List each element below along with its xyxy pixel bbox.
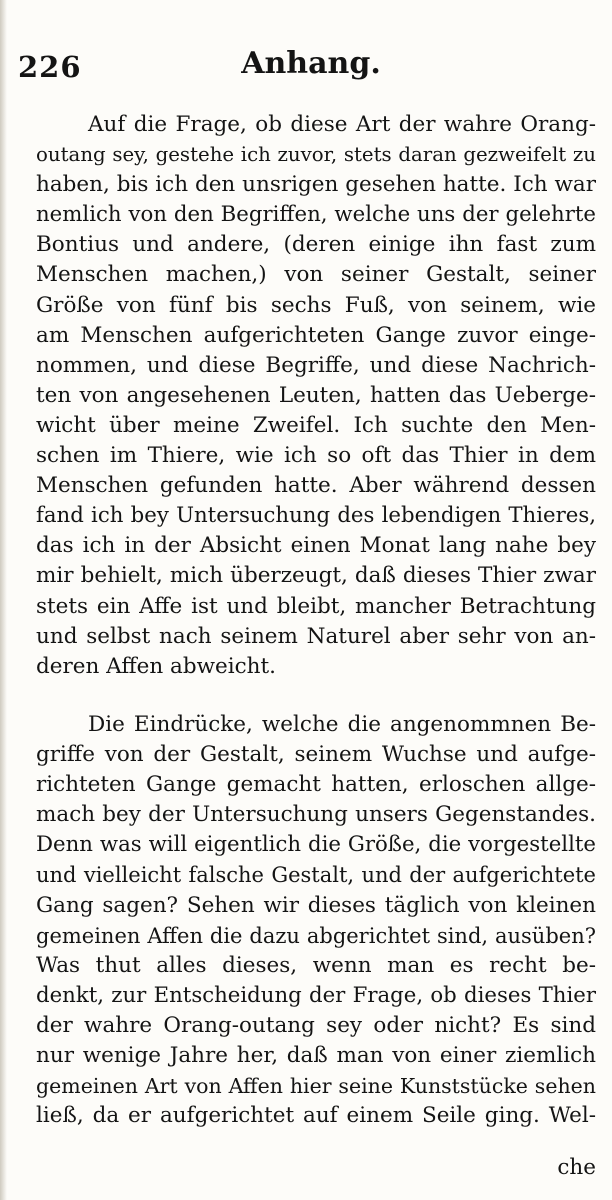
- paragraph-1: [36, 110, 596, 682]
- page-header: [0, 40, 612, 90]
- page-number: 226: [18, 50, 82, 84]
- text-line: nur wenige Jahre her, daß man von einer ziemlich: [36, 1043, 596, 1069]
- text-line: Die Eindrücke, welche die angenommnen Be-: [88, 712, 596, 737]
- text-line: deren Affen abweicht.: [36, 653, 276, 679]
- text-line: fand ich bey Untersuchung des lebendigen Thieres,: [36, 503, 596, 529]
- text-line: Was thut alles dieses, wenn man es recht be-: [36, 952, 596, 978]
- text-line: ten von angesehenen Leuten, hatten das Ueberge-: [36, 382, 596, 408]
- text-line: mach bey der Untersuchung unsers Gegenstandes.: [36, 802, 596, 828]
- text-line: das ich in der Absicht einen Monat lang nahe bey: [36, 533, 596, 559]
- text-line: gemeinen Affen die dazu abgerichtet sind, ausüben?: [36, 923, 596, 948]
- text-line: richteten Gange gemacht hatten, erloschen allge-: [36, 772, 596, 798]
- catchword: che: [557, 1155, 596, 1180]
- text-line: mir behielt, mich überzeugt, daß dieses Thier zwar: [36, 563, 596, 589]
- text-line: nommen, und diese Begriffe, und diese Nachrich-: [36, 352, 596, 378]
- text-line: Menschen machen,) von seiner Gestalt, seiner: [36, 262, 596, 288]
- text-line: ließ, da er aufgerichtet auf einem Seile ging. Wel-: [36, 1103, 596, 1129]
- paragraph-2: [36, 710, 596, 1131]
- text-line: denkt, zur Entscheidung der Frage, ob dieses Thier: [36, 982, 596, 1008]
- page-gutter-shadow: [0, 0, 7, 1200]
- text-line: der wahre Orang-outang sey oder nicht? Es sind: [36, 1012, 596, 1038]
- text-line: und vielleicht falsche Gestalt, und der aufgerichtete: [36, 863, 596, 888]
- text-line: Menschen gefunden hatte. Aber während dessen: [36, 473, 596, 499]
- text-line: am Menschen aufgerichteten Gange zuvor einge-: [36, 322, 596, 348]
- text-line: Größe von fünf bis sechs Fuß, von seinem, wie: [36, 292, 596, 318]
- text-line: stets ein Affe ist und bleibt, mancher Betrachtung: [36, 593, 596, 619]
- text-line: Bontius und andere, (deren einige ihn fast zum: [36, 232, 596, 258]
- text-line: haben, bis ich den unsrigen gesehen hatte. Ich war: [36, 172, 596, 198]
- text-line: Auf die Frage, ob diese Art der wahre Orang-: [88, 112, 596, 137]
- text-line: nemlich von den Begriffen, welche uns der gelehrte: [36, 202, 596, 228]
- text-line: Denn was will eigentlich die Größe, die vorgestellte: [36, 832, 596, 858]
- running-head: Anhang.: [241, 46, 381, 81]
- text-line: schen im Thiere, wie ich so oft das Thier in dem: [36, 443, 596, 469]
- text-line: outang sey, gestehe ich zuvor, stets daran gezweifelt zu: [36, 143, 596, 167]
- text-line: Gang sagen? Sehen wir dieses täglich von kleinen: [36, 892, 596, 918]
- text-line: gemeinen Art von Affen hier seine Kunststücke sehen: [36, 1074, 596, 1099]
- text-line: und selbst nach seinem Naturel aber sehr von an-: [36, 623, 596, 649]
- text-line: griffe von der Gestalt, seinem Wuchse und aufge-: [36, 742, 596, 768]
- text-line: wicht über meine Zweifel. Ich suchte den Men-: [36, 412, 596, 438]
